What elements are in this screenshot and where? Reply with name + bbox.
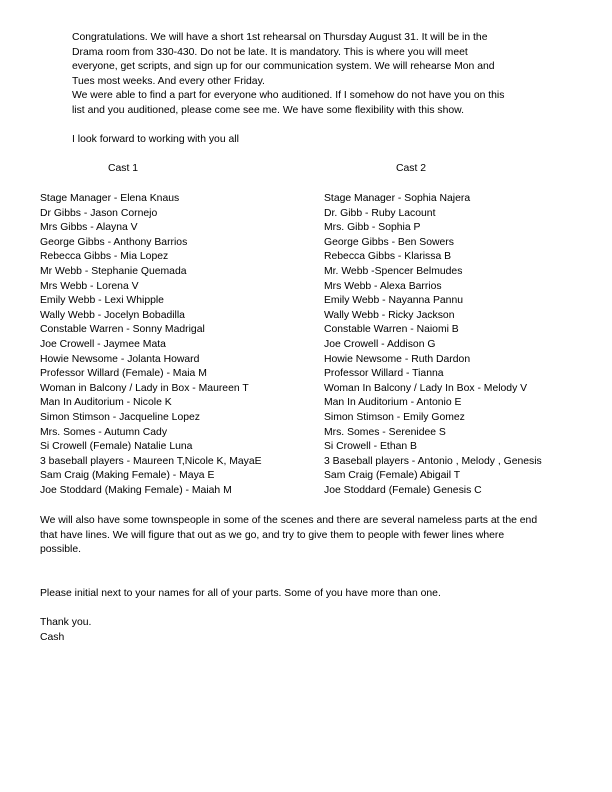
cast-role-entry: Mrs Webb - Lorena V bbox=[40, 280, 139, 292]
cast-role-entry: Si Crowell - Ethan B bbox=[324, 441, 417, 453]
intro-line: Tues most weeks. And every other Friday. bbox=[72, 75, 265, 87]
cast-role-entry: Mrs. Somes - Serenidee S bbox=[324, 426, 446, 438]
cast-role-entry: Mr Webb - Stephanie Quemada bbox=[40, 265, 187, 277]
cast-role-entry: Sam Craig (Female) Abigail T bbox=[324, 470, 461, 482]
cast-role-entry: Wally Webb - Ricky Jackson bbox=[324, 309, 455, 321]
cast-role-entry: Howie Newsome - Jolanta Howard bbox=[40, 353, 200, 365]
cast-role-entry: 3 Baseball players - Antonio , Melody , Genesis bbox=[324, 455, 542, 467]
blank-line bbox=[40, 572, 580, 587]
cast-role-entry: Mr. Webb -Spencer Belmudes bbox=[324, 265, 463, 277]
cast1-list bbox=[40, 192, 262, 498]
cast2-list bbox=[324, 192, 542, 498]
cast-role-entry: Wally Webb - Jocelyn Bobadilla bbox=[40, 309, 185, 321]
blank-line bbox=[72, 119, 552, 134]
closing-line: Cash bbox=[40, 631, 65, 643]
cast-role-entry: Dr. Gibb - Ruby Lacount bbox=[324, 207, 436, 219]
intro-line: We were able to find a part for everyone who auditioned. If I somehow do not have you on this bbox=[72, 90, 505, 102]
cast-role-entry: Mrs Webb - Alexa Barrios bbox=[324, 280, 442, 292]
intro-line: Congratulations. We will have a short 1st rehearsal on Thursday August 31. It will be in the bbox=[72, 32, 488, 43]
cast-role-entry: Joe Stoddard (Female) Genesis C bbox=[324, 484, 482, 496]
cast-role-entry: Joe Crowell - Addison G bbox=[324, 338, 436, 350]
cast-role-entry: Joe Stoddard (Making Female) - Maiah M bbox=[40, 484, 232, 496]
cast-role-entry: Emily Webb - Lexi Whipple bbox=[40, 295, 164, 307]
cast-role-entry: Simon Stimson - Jacqueline Lopez bbox=[40, 411, 200, 423]
cast-role-entry: Howie Newsome - Ruth Dardon bbox=[324, 353, 471, 365]
closing-paragraphs bbox=[40, 514, 580, 645]
cast-role-entry: Sam Craig (Making Female) - Maya E bbox=[40, 470, 215, 482]
cast-role-entry: Constable Warren - Sonny Madrigal bbox=[40, 324, 205, 336]
cast-role-entry: Constable Warren - Naiomi B bbox=[324, 324, 459, 336]
cast2-heading: Cast 2 bbox=[396, 163, 427, 174]
cast-role-entry: Woman In Balcony / Lady In Box - Melody V bbox=[324, 382, 528, 394]
cast-role-entry: Stage Manager - Elena Knaus bbox=[40, 193, 180, 204]
closing-line: that have lines. We will figure that out as we go, and try to give them to people with fewer lines where bbox=[40, 529, 505, 541]
cast-role-entry: Mrs. Somes - Autumn Cady bbox=[40, 426, 168, 438]
cast-role-entry: 3 baseball players - Maureen T,Nicole K, MayaE bbox=[40, 455, 262, 467]
closing-line: Thank you. bbox=[40, 617, 92, 629]
cast-role-entry: Stage Manager - Sophia Najera bbox=[324, 193, 471, 204]
cast-role-entry: Man In Auditorium - Antonio E bbox=[324, 397, 462, 409]
cast-role-entry: Rebecca Gibbs - Mia Lopez bbox=[40, 251, 169, 263]
cast-role-entry: Dr Gibbs - Jason Cornejo bbox=[40, 207, 158, 219]
closing-line: Please initial next to your names for all of your parts. Some of you have more than one. bbox=[40, 587, 441, 599]
closing-line: We will also have some townspeople in some of the scenes and there are several nameless parts at the end bbox=[40, 515, 538, 526]
cast-role-entry: Mrs Gibbs - Alayna V bbox=[40, 222, 138, 234]
cast-role-entry: George Gibbs - Anthony Barrios bbox=[40, 236, 188, 248]
cast1-heading: Cast 1 bbox=[108, 163, 139, 174]
cast-role-entry: Woman in Balcony / Lady in Box - Maureen T bbox=[40, 382, 249, 394]
intro-line: I look forward to working with you all bbox=[72, 134, 239, 146]
intro-line: Drama room from 330-430. Do not be late. It is mandatory. This is where you will meet bbox=[72, 46, 468, 58]
cast-role-entry: Rebecca Gibbs - Klarissa B bbox=[324, 251, 452, 263]
cast-role-entry: Emily Webb - Nayanna Pannu bbox=[324, 295, 463, 307]
blank-line bbox=[40, 558, 580, 573]
cast-role-entry: Professor Willard - Tianna bbox=[324, 368, 444, 380]
intro-line: everyone, get scripts, and sign up for our communication system. We will rehearse Mon and bbox=[72, 61, 495, 73]
cast-role-entry: Man In Auditorium - Nicole K bbox=[40, 397, 172, 409]
intro-paragraphs bbox=[72, 31, 552, 148]
cast-role-entry: Si Crowell (Female) Natalie Luna bbox=[40, 441, 193, 453]
cast-role-entry: Simon Stimson - Emily Gomez bbox=[324, 411, 465, 423]
intro-line: list and you auditioned, please come see me. We have some flexibility with this show. bbox=[72, 104, 464, 116]
cast-role-entry: George Gibbs - Ben Sowers bbox=[324, 236, 454, 248]
cast-role-entry: Joe Crowell - Jaymee Mata bbox=[40, 338, 166, 350]
blank-line bbox=[40, 602, 580, 617]
cast-role-entry: Mrs. Gibb - Sophia P bbox=[324, 222, 421, 234]
closing-line: possible. bbox=[40, 544, 82, 556]
cast-role-entry: Professor Willard (Female) - Maia M bbox=[40, 368, 207, 380]
